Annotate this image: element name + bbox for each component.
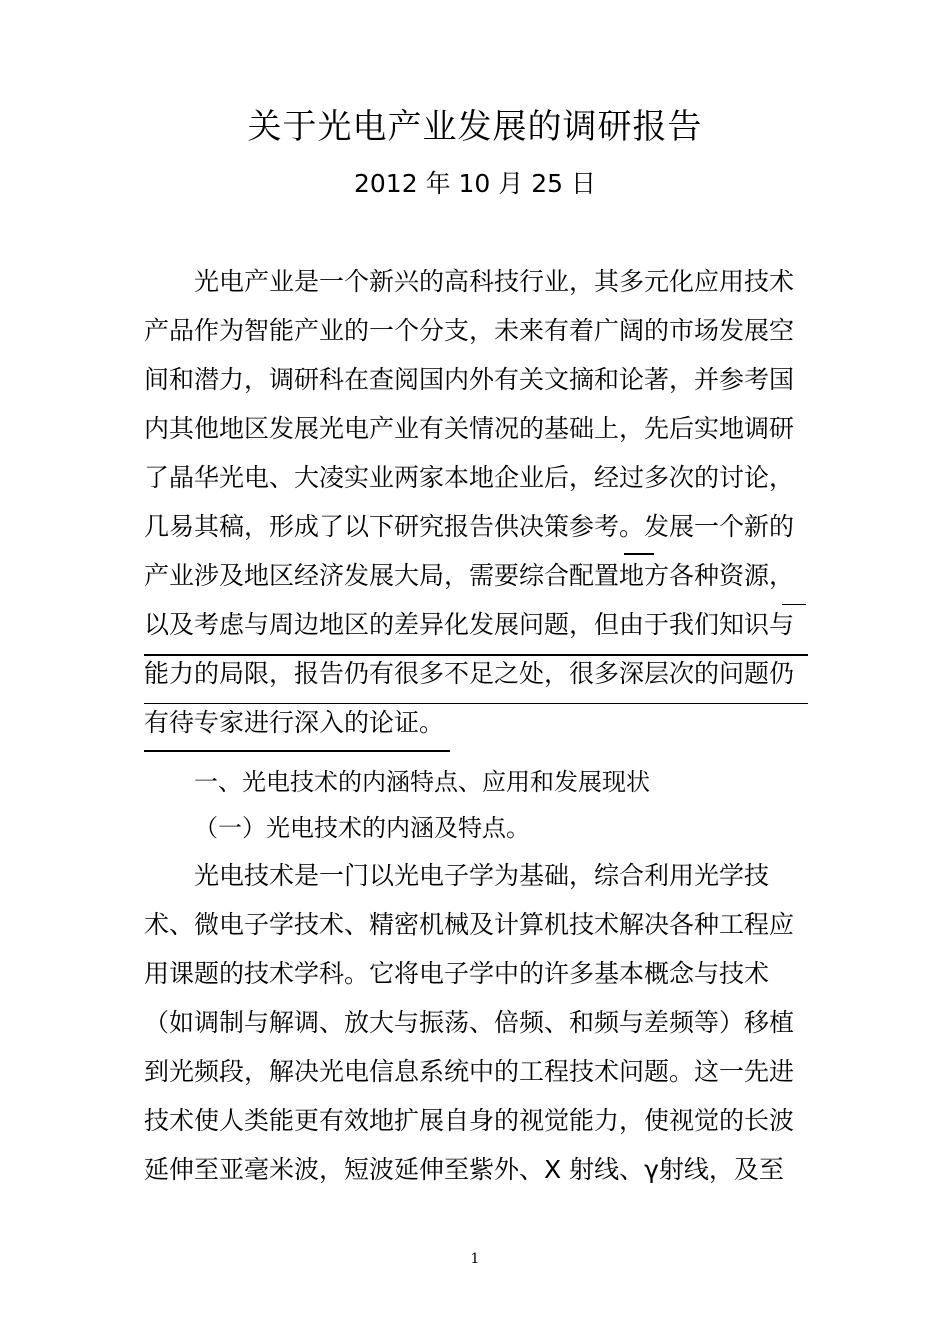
document-title: 关于光电产业发展的调研报告	[247, 107, 703, 147]
underline-rule	[144, 750, 450, 752]
intro-line: 了晶华光电、大凌实业两家本地企业后，经过多次的讨论，	[144, 463, 795, 492]
body-line: 技术使人类能更有效地扩展自身的视觉能力，使视觉的长波	[144, 1106, 795, 1135]
underline-rule	[144, 703, 808, 704]
section-heading: 一、光电技术的内涵特点、应用和发展现状	[194, 768, 650, 796]
body-line: 术、微电子学技术、精密机械及计算机技术解决各种工程应	[144, 910, 795, 939]
intro-line: 产业涉及地区经济发展大局，需要综合配置地方各种资源，	[144, 561, 795, 590]
edit-mark-line	[782, 604, 806, 605]
document-date: 2012 年 10 月 25 日	[354, 169, 596, 198]
intro-line: 能力的局限，报告仍有很多不足之处，很多深层次的问题仍	[144, 659, 795, 688]
intro-line: 有待专家进行深入的论证。	[144, 708, 445, 737]
body-line: 到光频段，解决光电信息系统中的工程技术问题。这一先进	[144, 1057, 795, 1086]
intro-line: 光电产业是一个新兴的高科技行业，其多元化应用技术	[194, 267, 795, 296]
intro-line: 内其他地区发展光电产业有关情况的基础上，先后实地调研	[144, 414, 795, 443]
intro-line: 以及考虑与周边地区的差异化发展问题，但由于我们知识与	[144, 610, 795, 639]
edit-mark-line	[624, 553, 654, 555]
body-line: 用课题的技术学科。它将电子学中的许多基本概念与技术	[144, 959, 770, 988]
page-number: 1	[470, 1251, 480, 1267]
intro-line: 间和潜力，调研科在查阅国内外有关文摘和论著，并参考国	[144, 365, 795, 394]
intro-line: 几易其稿，形成了以下研究报告供决策参考。发展一个新的	[144, 512, 795, 541]
subsection-heading: （一）光电技术的内涵及特点。	[194, 814, 530, 842]
intro-line: 产品作为智能产业的一个分支，未来有着广阔的市场发展空	[144, 316, 795, 345]
body-line: 光电技术是一门以光电子学为基础，综合利用光学技	[194, 861, 770, 890]
underline-rule	[144, 654, 808, 656]
body-line: （如调制与解调、放大与振荡、倍频、和频与差频等）移植	[144, 1008, 795, 1037]
body-line: 延伸至亚毫米波，短波延伸至紫外、X 射线、γ射线，及至	[144, 1155, 784, 1184]
